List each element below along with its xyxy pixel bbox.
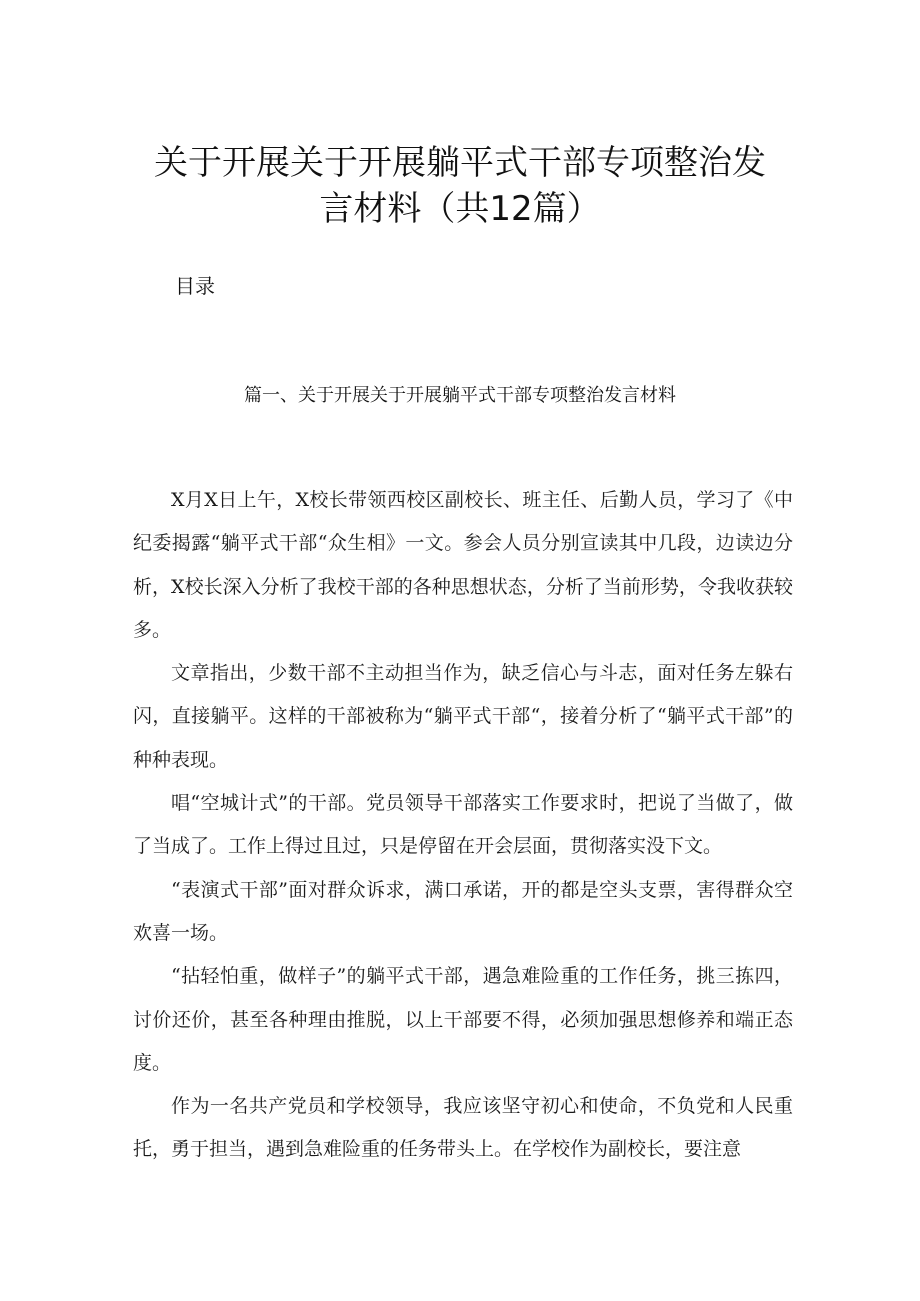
body-paragraph: “表演式干部”面对群众诉求，满口承诺，开的都是空头支票，害得群众空欢喜一场。 (133, 878, 793, 944)
section-title: 篇一、关于开展关于开展躺平式干部专项整治发言材料 (244, 385, 676, 406)
table-of-contents-heading: 目录 (175, 274, 215, 298)
document-title (130, 140, 790, 232)
body-paragraph: “拈轻怕重，做样子”的躺平式干部，遇急难险重的工作任务，挑三拣四，讨价还价，甚至各种理由推脱，以上干部要不得，必须加强思想修养和端正态度。 (133, 965, 793, 1074)
document-title-line-2: 言材料（共12篇） (319, 189, 601, 229)
body-paragraph: 作为一名共产党员和学校领导，我应该坚守初心和使命，不负党和人民重托，勇于担当，遇到急难险重的任务带头上。在学校作为副校长，要注意 (133, 1095, 793, 1161)
document-title-line-1: 关于开展关于开展躺平式干部专项整治发 (154, 143, 766, 183)
document-body (133, 479, 793, 1172)
body-paragraph: X月X日上午，X校长带领西校区副校长、班主任、后勤人员，学习了《中纪委揭露“躺平式干部“众生相》一文。参会人员分别宣读其中几段，边读边分析，X校长深入分析了我校干部的各种思想状态，分析了当前形势，令我收获较多。 (133, 489, 793, 641)
body-paragraph: 唱“空城计式”的干部。党员领导干部落实工作要求时，把说了当做了，做了当成了。工作上得过且过，只是停留在开会层面，贯彻落实没下文。 (133, 792, 793, 858)
body-paragraph: 文章指出，少数干部不主动担当作为，缺乏信心与斗志，面对任务左躲右闪，直接躺平。这样的干部被称为“躺平式干部“，接着分析了“躺平式干部”的种种表现。 (133, 662, 793, 771)
